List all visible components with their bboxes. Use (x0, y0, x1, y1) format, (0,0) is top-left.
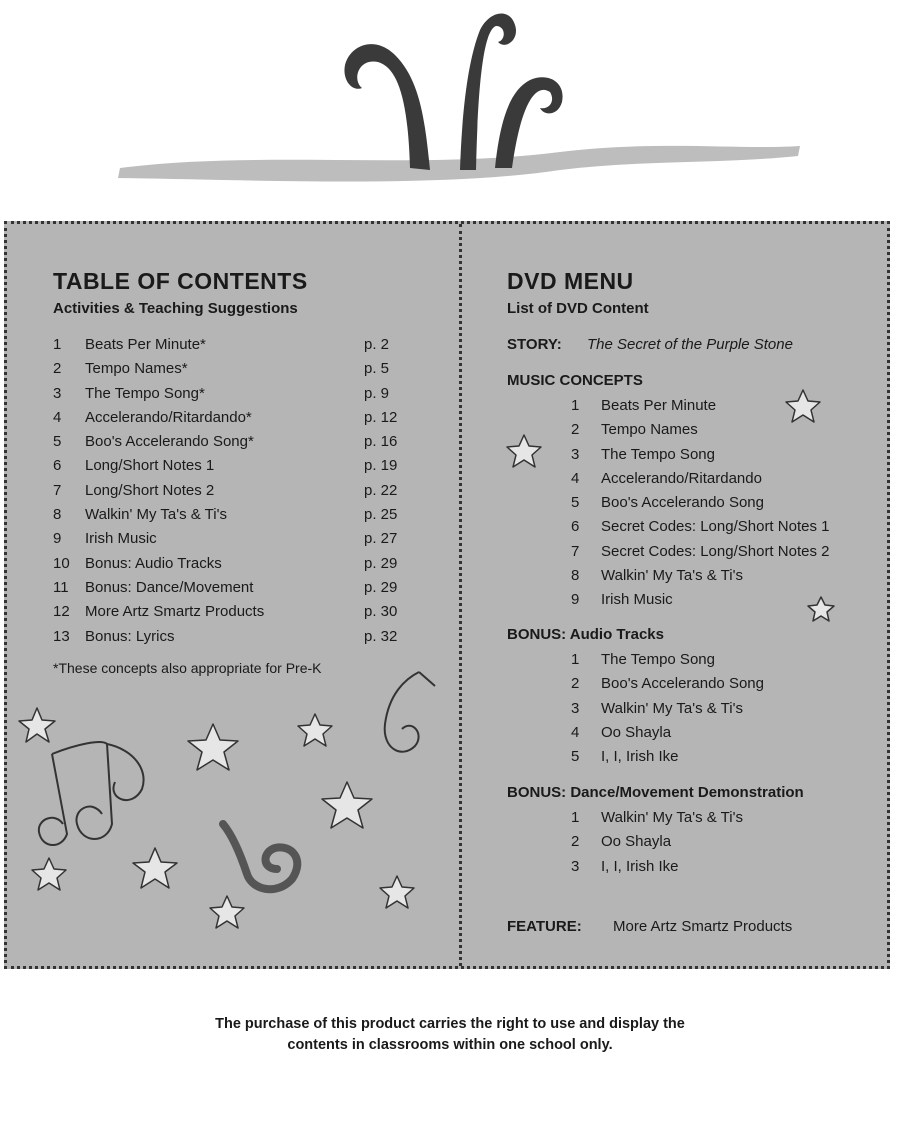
toc-row-title: Irish Music (85, 530, 157, 548)
audio-track-item-number: 4 (571, 723, 580, 741)
music-concept-item-title: Beats Per Minute (601, 397, 717, 414)
star-icon (19, 708, 55, 742)
toc-row-title: Walkin' My Ta's & Ti's (85, 506, 227, 524)
toc-row-number: 3 (53, 384, 62, 402)
music-concept-item-title: Secret Codes: Long/Short Notes 1 (601, 518, 830, 536)
star-icon (786, 390, 820, 422)
content-panel (4, 221, 890, 969)
music-concept-item-title: Irish Music (601, 591, 673, 609)
music-concepts-label: MUSIC CONCEPTS (507, 372, 643, 389)
toc-row-page: p. 27 (364, 530, 398, 548)
audio-track-item-title: I, I, Irish Ike (601, 748, 679, 766)
star-icon (133, 848, 177, 888)
toc-row-page: p. 19 (364, 457, 398, 475)
toc-row-title: Bonus: Dance/Movement (85, 578, 254, 596)
toc-row (53, 506, 413, 530)
music-concept-item-number: 5 (571, 494, 580, 512)
toc-row-page: p. 29 (364, 554, 398, 572)
toc-row-number: 11 (53, 578, 69, 596)
toc-row-page: p. 29 (364, 578, 398, 596)
toc-row-title: Accelerando/Ritardando* (85, 408, 252, 426)
toc-row-title: The Tempo Song* (85, 384, 205, 402)
toc-row-title: Beats Per Minute* (85, 336, 206, 353)
dance-item-title: I, I, Irish Ike (601, 857, 679, 875)
toc-row-title: More Artz Smartz Products (85, 603, 265, 621)
footer-line-1: The purchase of this product carries the right to use and display the (215, 1016, 685, 1032)
toc-row-page: p. 5 (364, 360, 390, 378)
star-icon (507, 435, 541, 467)
dance-item-title: Oo Shayla (601, 833, 672, 851)
star-icon (322, 782, 372, 828)
music-concept-item-title: Boo's Accelerando Song (601, 494, 764, 512)
audio-track-item-number: 1 (571, 651, 580, 668)
toc-row (53, 530, 413, 554)
dance-item-title: Walkin' My Ta's & Ti's (601, 809, 743, 826)
dance-item-number: 1 (571, 809, 580, 826)
toc-row (53, 482, 413, 506)
audio-track-item-title: The Tempo Song (601, 651, 715, 668)
dance-item-number: 2 (571, 833, 580, 851)
music-concept-item-number: 7 (571, 542, 580, 560)
toc-row (53, 433, 413, 457)
music-concept-item-title: Secret Codes: Long/Short Notes 2 (601, 542, 830, 560)
toc-row-title: Long/Short Notes 2 (85, 481, 215, 499)
music-concept-item-title: The Tempo Song (601, 445, 715, 463)
toc-title: TABLE OF CONTENTS (53, 268, 308, 294)
toc-row-number: 7 (53, 481, 62, 499)
audio-track-item-number: 5 (571, 748, 580, 766)
toc-row (53, 385, 413, 409)
toc-row (53, 579, 413, 603)
toc-row-title: Bonus: Audio Tracks (85, 554, 222, 572)
dance-item-number: 3 (571, 857, 580, 875)
audio-track-item-title: Walkin' My Ta's & Ti's (601, 699, 743, 717)
toc-row-page: p. 12 (364, 408, 398, 426)
toc-row-number: 5 (53, 433, 62, 451)
audio-track-item-number: 3 (571, 699, 580, 717)
audio-track-item-title: Boo's Accelerando Song (601, 675, 764, 693)
audio-tracks-label: BONUS: Audio Tracks (507, 626, 664, 643)
music-concept-item-number: 8 (571, 567, 580, 585)
music-note-icon (223, 824, 297, 889)
toc-row-number: 1 (53, 336, 62, 353)
toc-row (53, 336, 413, 360)
music-concept-item-number: 2 (571, 421, 580, 439)
audio-track-item-number: 2 (571, 675, 580, 693)
toc-row-number: 12 (53, 603, 70, 621)
toc-row-number: 6 (53, 457, 62, 475)
feature-label: FEATURE: (507, 918, 582, 935)
music-concept-item-number: 1 (571, 397, 580, 414)
dance-label: BONUS: Dance/Movement Demonstration (507, 784, 804, 801)
toc-row-title: Boo's Accelerando Song* (85, 433, 254, 451)
music-concept-item-title: Tempo Names (601, 421, 698, 439)
music-concept-item-title: Accelerando/Ritardando (601, 469, 762, 487)
toc-row-title: Long/Short Notes 1 (85, 457, 215, 475)
toc-row-number: 9 (53, 530, 62, 548)
dvd-menu-subtitle: List of DVD Content (507, 300, 649, 317)
music-concept-item-number: 3 (571, 445, 580, 463)
toc-row-page: p. 9 (364, 384, 390, 402)
toc-list (53, 336, 413, 652)
toc-row-page: p. 2 (364, 336, 390, 353)
toc-row-page: p. 30 (364, 603, 398, 621)
toc-row-page: p. 25 (364, 506, 398, 524)
music-concept-item-number: 4 (571, 469, 580, 487)
toc-row-number: 10 (53, 554, 70, 572)
star-icon (380, 876, 414, 908)
toc-subtitle: Activities & Teaching Suggestions (53, 300, 298, 317)
story-value: The Secret of the Purple Stone (587, 336, 793, 353)
toc-row (53, 409, 413, 433)
story-label: STORY: (507, 336, 562, 353)
music-concept-item-title: Walkin' My Ta's & Ti's (601, 567, 743, 585)
toc-row-number: 2 (53, 360, 62, 378)
toc-row-number: 4 (53, 408, 62, 426)
ribbon-bow-graphic (0, 0, 900, 220)
music-concept-item-number: 6 (571, 518, 580, 536)
toc-row-page: p. 32 (364, 627, 398, 645)
toc-row-title: Bonus: Lyrics (85, 627, 175, 645)
toc-row-page: p. 22 (364, 481, 398, 499)
star-icon (210, 896, 244, 928)
toc-row (53, 603, 413, 627)
toc-row (53, 555, 413, 579)
star-icon (298, 714, 332, 746)
toc-row (53, 457, 413, 481)
footer-line-2: contents in classrooms within one school only. (287, 1037, 613, 1053)
music-note-icon (52, 742, 112, 839)
toc-row-title: Tempo Names* (85, 360, 188, 378)
toc-row-number: 8 (53, 506, 62, 524)
footer-notice (0, 1014, 900, 1056)
music-note-icon (385, 672, 435, 752)
music-concept-item-number: 9 (571, 591, 580, 609)
toc-row (53, 628, 413, 652)
toc-row-page: p. 16 (364, 433, 398, 451)
toc-footnote: *These concepts also appropriate for Pre-K (53, 660, 322, 676)
toc-row (53, 360, 413, 384)
star-icon (808, 597, 834, 621)
star-icon (32, 858, 66, 890)
toc-row-number: 13 (53, 627, 70, 645)
audio-track-item-title: Oo Shayla (601, 723, 672, 741)
star-icon (188, 724, 238, 770)
dvd-menu-title: DVD MENU (507, 268, 634, 294)
feature-value: More Artz Smartz Products (613, 918, 793, 935)
